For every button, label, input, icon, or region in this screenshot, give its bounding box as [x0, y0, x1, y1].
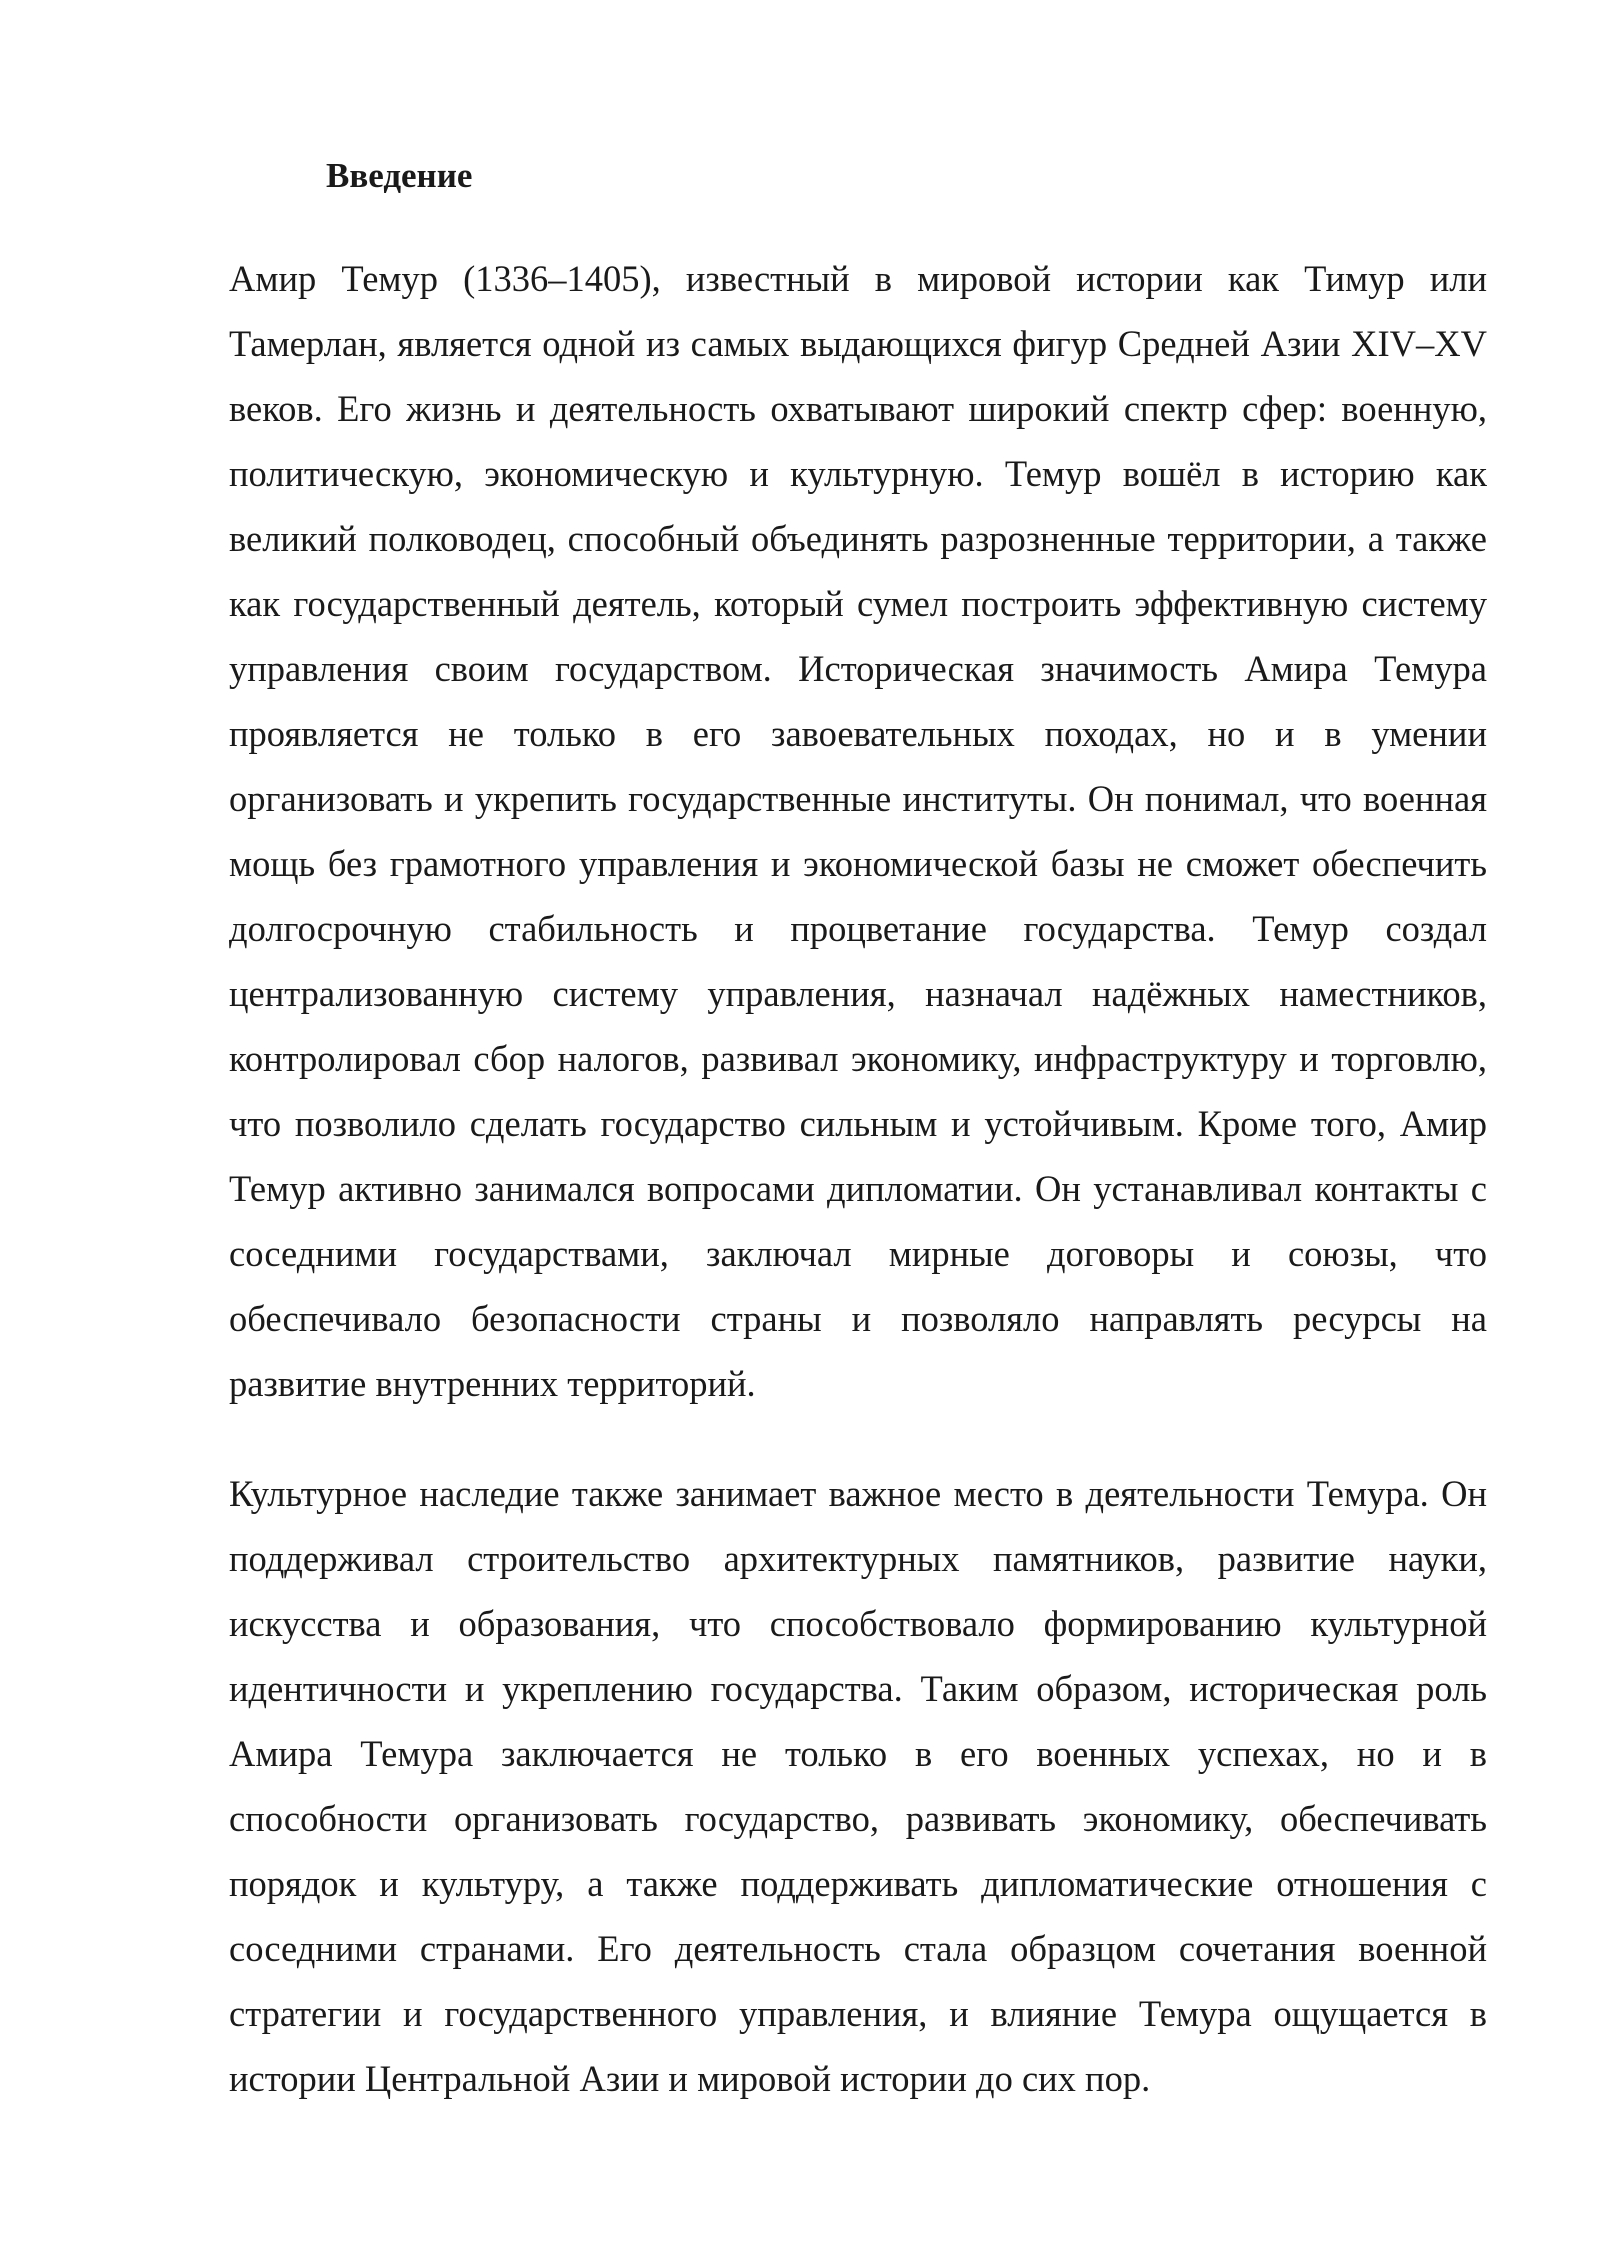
section-heading: Введение [326, 156, 473, 195]
paragraph-2: Культурное наследие также занимает важное место в деятельности Темура. Он поддерживал строительство архитектурных памятников, развитие науки, искусства и образования, что способствовало формированию культурной идентичности и укреплению государства. Таким образом, историческая роль Амира Темура заключается не только в его военных успехах, но и в способности организовать государство, развивать экономику, обеспечивать порядок и культуру, а также поддерживать дипломатические отношения с соседними странами. Его деятельность стала образцом сочетания военной стратегии и государственного управления, и влияние Темура ощущается в истории Центральной Азии и мировой истории до сих пор. [229, 1473, 1487, 2099]
paragraph-1: Амир Темур (1336–1405), известный в мировой истории как Тимур или Тамерлан, является одной из самых выдающихся фигур Средней Азии XIV–XV веков. Его жизнь и деятельность охватывают широкий спектр сфер: военную, политическую, экономическую и культурную. Темур вошёл в историю как великий полководец, способный объединять разрозненные территории, а также как государственный деятель, который сумел построить эффективную систему управления своим государством. Историческая значимость Амира Темура проявляется не только в его завоевательных походах, но и в умении организовать и укрепить государственные институты. Он понимал, что военная мощь без грамотного управления и экономической базы не сможет обеспечить долгосрочную стабильность и процветание государства. Темур создал централизованную систему управления, назначал надёжных наместников, контролировал сбор налогов, развивал экономику, инфраструктуру и торговлю, что позволило сделать государство сильным и устойчивым. Кроме того, Амир Темур активно занимался вопросами дипломатии. Он устанавливал контакты с соседними государствами, заключал мирные договоры и союзы, что обеспечивало безопасности страны и позволяло направлять ресурсы на развитие внутренних территорий. [229, 258, 1487, 1404]
